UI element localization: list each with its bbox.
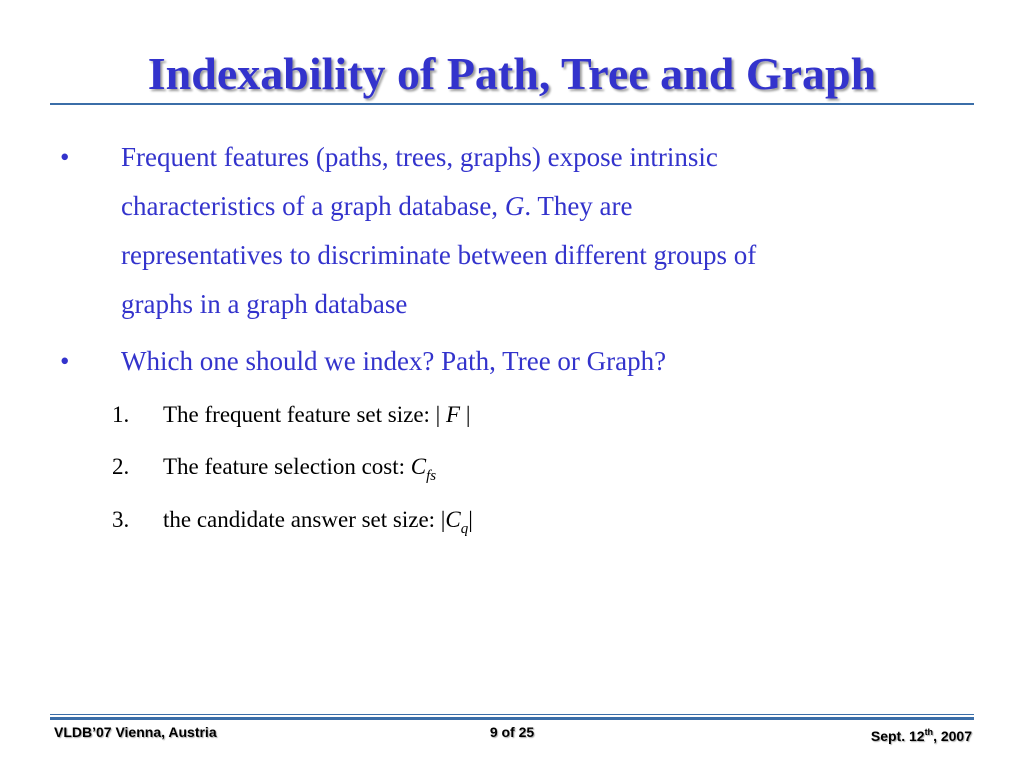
bullet-marker: • <box>60 142 70 172</box>
bullet-1-line-1: Frequent features (paths, trees, graphs) expose intrinsic <box>121 142 718 172</box>
footer-date-suffix: , 2007 <box>933 728 972 744</box>
feature-set-variable: F <box>446 402 461 427</box>
footer-divider-thin <box>50 714 974 715</box>
footer-date-superscript: th <box>924 727 934 737</box>
candidate-subscript: q <box>460 521 469 537</box>
numbered-item-text <box>163 400 470 430</box>
slide-title: Indexability of Path, Tree and Graph <box>147 48 877 99</box>
numbered-item-number: 3. <box>112 507 130 532</box>
numbered-item-2 <box>0 452 1024 482</box>
numbered-item-1-label: The frequent feature set size: | <box>163 402 447 427</box>
candidate-variable: C <box>445 507 461 532</box>
bullet-1-text <box>121 133 941 329</box>
footer-venue: VLDB’07 Vienna, Austria <box>54 724 217 740</box>
bullet-2-text <box>121 337 941 386</box>
numbered-item-1-suffix: | <box>460 402 471 427</box>
cost-subscript: fs <box>426 468 437 484</box>
numbered-item-1 <box>0 400 1024 430</box>
footer-divider-thick <box>50 717 974 720</box>
numbered-item-3-label: the candidate answer set size: | <box>163 507 446 532</box>
bullet-1-line-2-b: . They are <box>524 191 633 221</box>
title-divider <box>50 103 974 105</box>
footer-date-prefix: Sept. 12 <box>870 728 925 744</box>
cost-variable: C <box>410 454 427 479</box>
bullet-1-line-2-a: characteristics of a graph database, <box>121 191 505 221</box>
database-variable: G <box>504 191 525 221</box>
numbered-item-text <box>163 452 436 491</box>
bullet-marker: • <box>60 346 70 376</box>
numbered-item-3-suffix: | <box>468 507 473 532</box>
numbered-item-text <box>163 505 473 544</box>
footer-page-number: 9 of 25 <box>489 724 535 740</box>
numbered-item-2-label: The feature selection cost: <box>163 454 411 479</box>
bullet-1-line-2 <box>121 182 941 231</box>
footer-date <box>871 722 972 746</box>
numbered-item-number: 1. <box>112 402 130 427</box>
bullet-1-line-3: representatives to discriminate between different groups of <box>121 240 757 270</box>
numbered-item-number: 2. <box>112 454 130 479</box>
numbered-item-3 <box>0 505 1024 535</box>
bullet-2-line-1: Which one should we index? Path, Tree or Graph? <box>121 346 667 376</box>
bullet-1-line-4: graphs in a graph database <box>121 289 408 319</box>
